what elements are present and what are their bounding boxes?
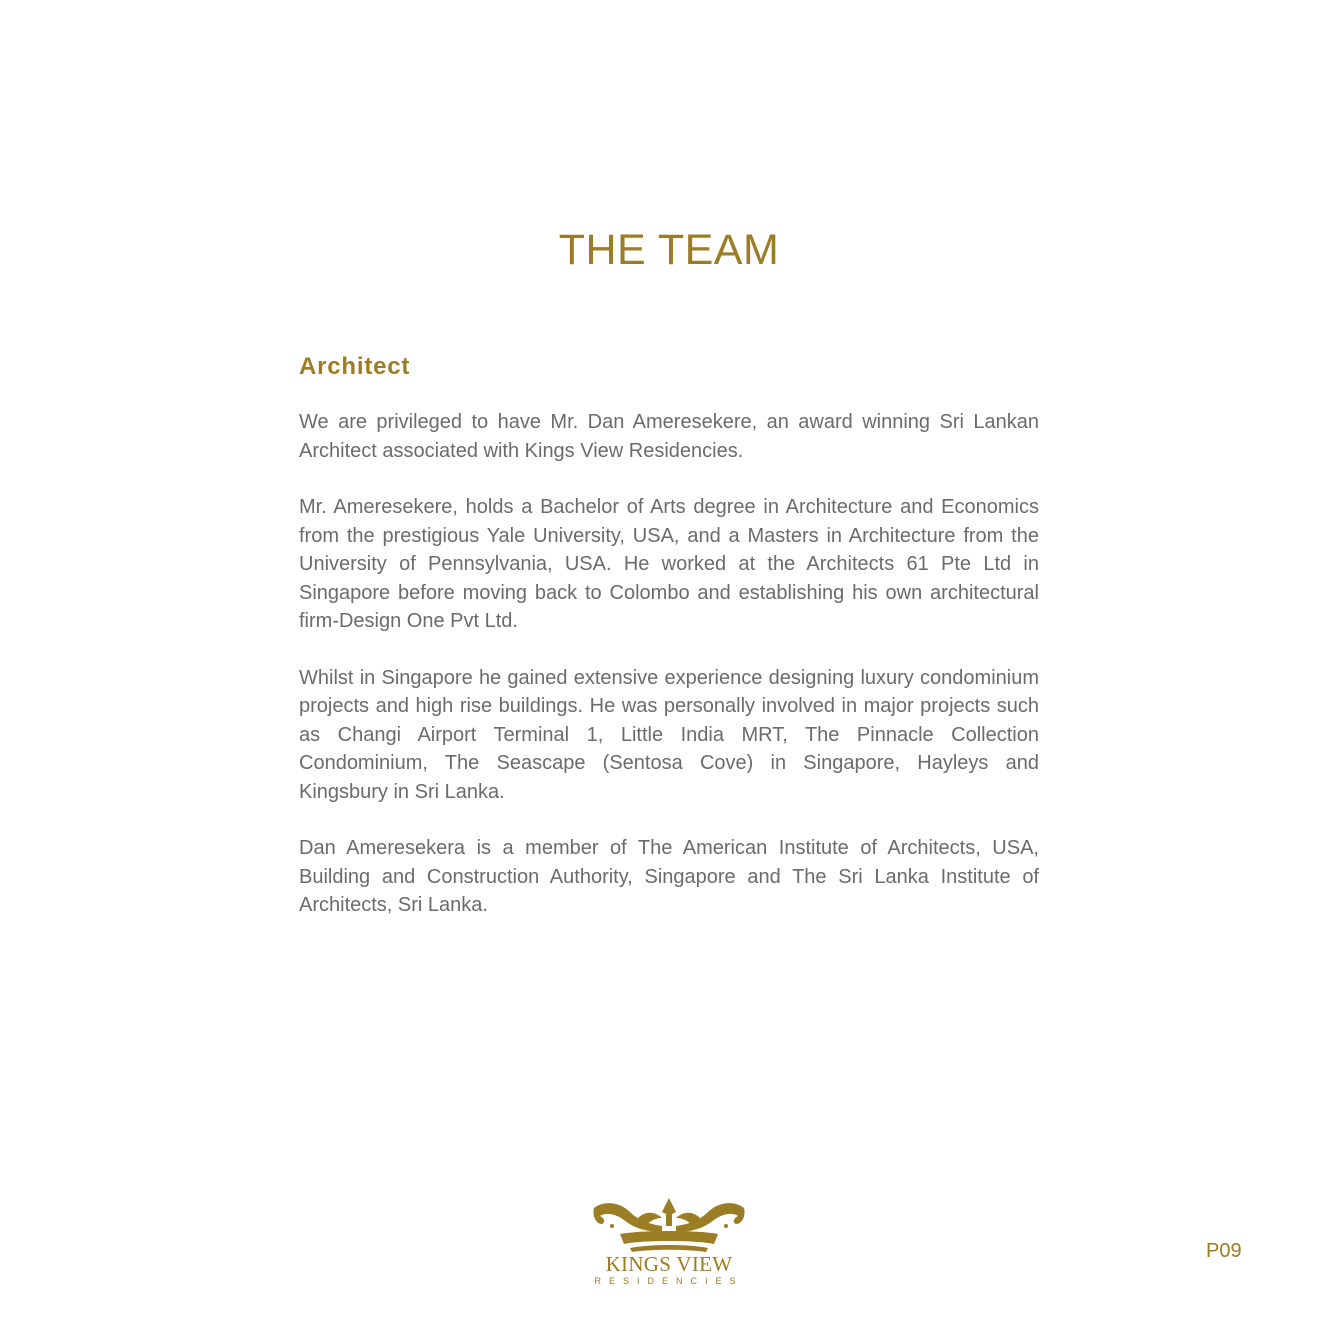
page-number: P09	[1206, 1240, 1242, 1262]
logo-subtitle: RESIDENCIES	[594, 1276, 744, 1286]
paragraph-memberships: Dan Ameresekera is a member of The American Institute of Architects, USA, Building and Construction Authority, Singapore and The Sri Lanka Institute of Architects, Sri Lanka.	[299, 837, 1039, 916]
page-title: THE TEAM	[558, 226, 780, 274]
paragraph-education: Mr. Ameresekere, holds a Bachelor of Arts degree in Architecture and Economics from the prestigious Yale University, USA, and a Masters in Architecture from the University of Pennsylvania, USA. He worked at the Architects 61 Pte Ltd in Singapore before moving back to Colombo and establishing his own architectural firm-Design One Pvt Ltd.	[299, 496, 1039, 632]
paragraph-experience: Whilst in Singapore he gained extensive experience designing luxury condominium projects and high rise buildings. He was personally involved in major projects such as Changi Airport Terminal 1, Little India MRT, The Pinnacle Collection Condominium, The Seascape (Sentosa Cove) in Singapore, Hayleys and Kingsbury in Sri Lanka.	[299, 666, 1039, 803]
crown-icon	[590, 1196, 748, 1254]
kings-view-logo	[586, 1196, 752, 1296]
architect-section	[299, 352, 1039, 948]
paragraph-intro: We are privileged to have Mr. Dan Ameresekere, an award winning Sri Lankan Architect associated with Kings View Residencies.	[299, 411, 1039, 462]
section-heading: Architect	[299, 353, 411, 380]
logo-name: KINGS VIEW	[605, 1252, 733, 1276]
